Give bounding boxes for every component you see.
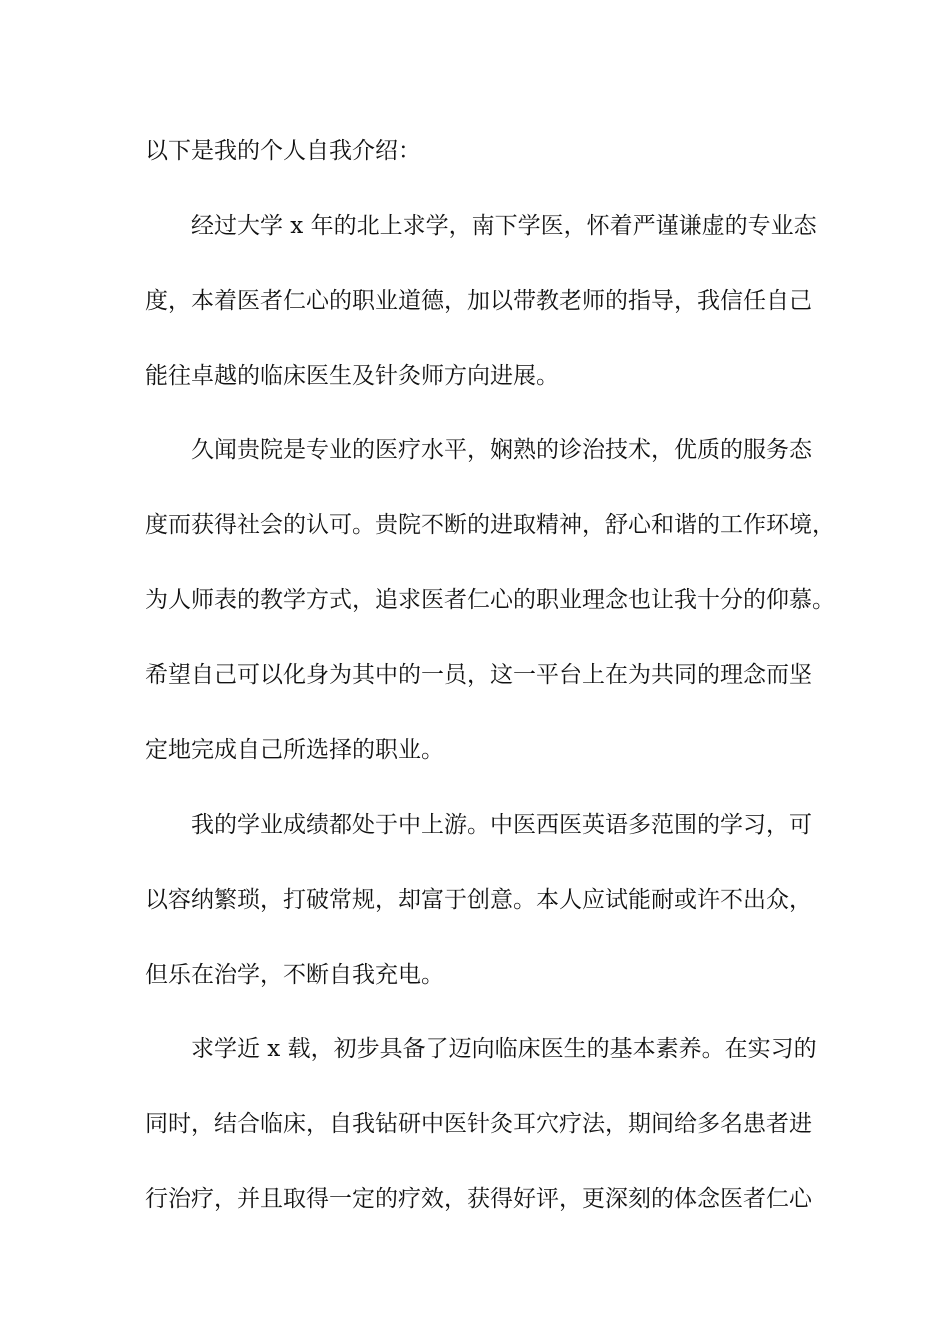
text-line: 能往卓越的临床医生及针灸师方向进展。 (145, 363, 559, 389)
text-line: 度，本着医者仁心的职业道德，加以带教老师的指导，我信任自己 (145, 288, 812, 314)
text-line: 我的学业成绩都处于中上游。中医西医英语多范围的学习，可 (145, 812, 812, 838)
text-line: 经过大学 x 年的北上求学，南下学医，怀着严谨谦虚的专业态 (145, 213, 817, 239)
text-line: 但乐在治学，不断自我充电。 (145, 962, 444, 988)
text-line: 求学近 x 载，初步具备了迈向临床医生的基本素养。在实习的 (145, 1036, 817, 1062)
text-line: 久闻贵院是专业的医疗水平，娴熟的诊治技术，优质的服务态 (145, 437, 812, 463)
text-line: 同时，结合临床，自我钻研中医针灸耳穴疗法，期间给多名患者进 (145, 1111, 812, 1137)
text-line: 以下是我的个人自我介绍： (145, 138, 421, 164)
text-line: 度而获得社会的认可。贵院不断的进取精神，舒心和谐的工作环境， (145, 512, 835, 538)
text-line: 定地完成自己所选择的职业。 (145, 737, 444, 763)
text-line: 希望自己可以化身为其中的一员，这一平台上在为共同的理念而坚 (145, 662, 812, 688)
text-line: 以容纳繁琐，打破常规，却富于创意。本人应试能耐或许不出众， (145, 887, 812, 913)
text-line: 为人师表的教学方式，追求医者仁心的职业理念也让我十分的仰慕。 (145, 587, 835, 613)
text-line: 行治疗，并且取得一定的疗效，获得好评，更深刻的体念医者仁心 (145, 1186, 812, 1212)
